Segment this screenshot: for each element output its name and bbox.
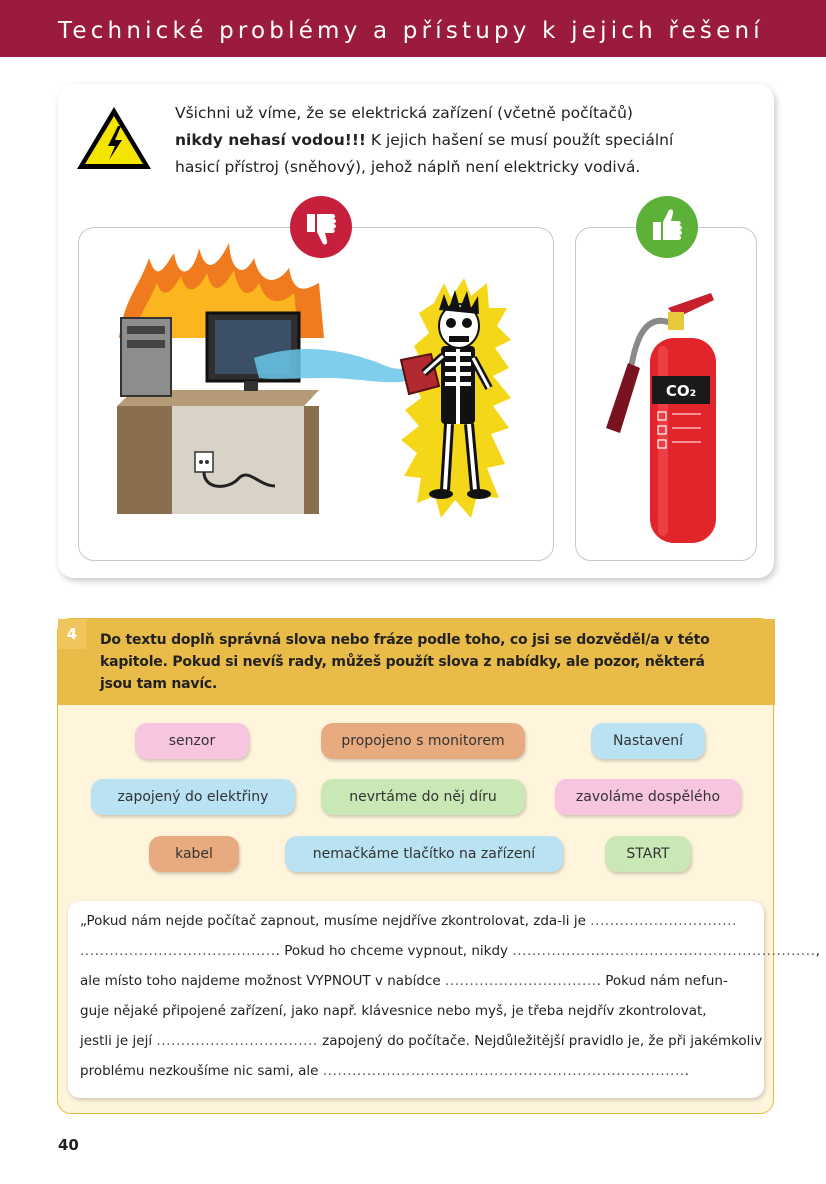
- word-chip[interactable]: nemačkáme tlačítko na zařízení: [285, 836, 563, 872]
- blank-4[interactable]: .................................: [156, 1033, 318, 1049]
- exercise-number: 4: [58, 619, 86, 649]
- warning-card: [58, 84, 774, 578]
- extinguisher-label: CO₂: [665, 382, 697, 400]
- text-line: jestli je její ................................. zapojený do počítače. Nejdůležitější pravidlo je, že při jakémkoliv: [80, 1033, 763, 1049]
- word-chip[interactable]: zapojený do elektřiny: [91, 779, 295, 815]
- correct-example-panel: [575, 227, 757, 561]
- word-chip[interactable]: senzor: [135, 723, 249, 759]
- high-voltage-warning-icon: [74, 104, 154, 172]
- blank-1-continued[interactable]: ........................................: [80, 943, 276, 959]
- fill-in-text-card: [68, 901, 820, 1098]
- text-line: ale místo toho najdeme možnost VYPNOUT v nabídce ................................ Pokud nám nefun-: [80, 973, 728, 989]
- blank-5[interactable]: ..........................................................................: [322, 1063, 685, 1079]
- warning-emphasis: nikdy nehasí vodou!!!: [175, 131, 366, 149]
- text-line: ......................................... Pokud ho chceme vypnout, nikdy ..............................................................,: [80, 943, 820, 959]
- word-chip[interactable]: propojeno s monitorem: [321, 723, 525, 759]
- word-chip[interactable]: Nastavení: [591, 723, 705, 759]
- exercise-instruction: Do textu doplň správná slova nebo fráze podle toho, co jsi se dozvěděl/a v této kapitole. Pokud si nevíš rady, můžeš použít slova z nabídky, ale pozor, některá jsou tam navíc.: [100, 632, 710, 692]
- blank-1[interactable]: ..............................: [590, 913, 737, 929]
- exercise-4: [57, 618, 820, 1114]
- text-line: „Pokud nám nejde počítač zapnout, musíme nejdříve zkontrolovat, zda-li je ..............................: [80, 913, 737, 929]
- warning-text: Všichni už víme, že se elektrická zařízení (včetně počítačů) nikdy nehasí vodou!!! K jejich hašení se musí použít speciální hasicí přístroj (sněhový), jehož náplň není elektricky vodivá.: [175, 104, 674, 176]
- text-line: guje nějaké připojené zařízení, jako např. klávesnice nebo myš, je třeba nejdřív zkontrolovat,: [80, 1003, 707, 1019]
- word-chip[interactable]: kabel: [149, 836, 239, 872]
- word-chip[interactable]: nevrtáme do něj díru: [321, 779, 525, 815]
- page-number: 40: [58, 1136, 79, 1154]
- exercise-header: [58, 619, 775, 705]
- blank-2[interactable]: ..............................................................: [512, 943, 816, 959]
- fire-extinguisher-illustration: [576, 228, 758, 562]
- text-line: problému nezkoušíme nic sami, ale ...........................................................................: [80, 1063, 690, 1079]
- chapter-title: Technické problémy a přístupy k jejich řešení: [58, 18, 764, 44]
- word-chip[interactable]: START: [605, 836, 691, 872]
- blank-3[interactable]: ...............................: [444, 973, 597, 989]
- water-on-burning-computer-illustration: [79, 228, 555, 562]
- wrong-example-panel: [78, 227, 554, 561]
- thumbs-down-icon: [290, 196, 352, 258]
- thumbs-up-icon: [636, 196, 698, 258]
- chapter-header: [0, 0, 826, 57]
- word-chip[interactable]: zavoláme dospělého: [555, 779, 741, 815]
